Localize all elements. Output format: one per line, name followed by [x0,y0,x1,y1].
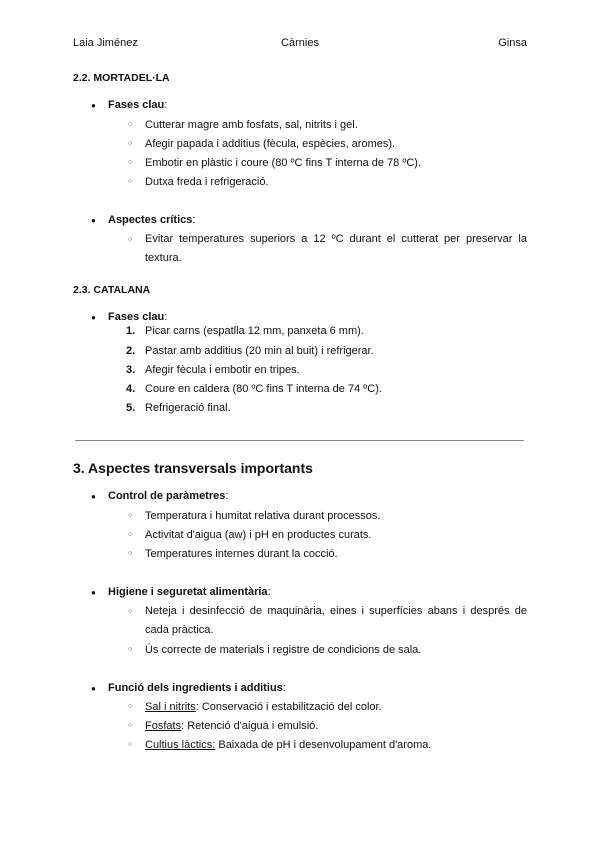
bullet-icon: ● [91,313,96,322]
horizontal-divider [75,440,524,441]
circle-bullet-icon: ○ [128,741,133,748]
circle-bullet-icon: ○ [128,140,133,147]
header-group: Ginsa [498,37,527,49]
list-item: Cultius làctics: Baixada de pH i desenvolupament d'aroma. [145,739,432,751]
list-item: Activitat d'aigua (aw) i pH en productes curats. [145,529,372,541]
circle-bullet-icon: ○ [128,178,133,185]
list-item: Neteja i desinfecció de maquinària, eines i superfícies abans i després de cada pràctica. [145,605,527,636]
higiene-label: Higiene i seguretat alimentària: [108,586,271,598]
list-item: Afegir papada i additius (fècula, espècies, aromes). [145,138,396,150]
section-2-2-title: 2.2. MORTADEL·LA [73,72,170,84]
section-3-title: 3. Aspectes transversals importants [73,460,313,476]
step-number: 4. [126,383,136,395]
list-item: Ús correcte de materials i registre de condicions de sala. [145,644,422,656]
aspectes-critics-label: Aspectes crítics: [108,214,196,226]
list-item: Temperatura i humitat relativa durant processos. [145,510,381,522]
header-author: Laia Jiménez [73,37,138,49]
circle-bullet-icon: ○ [128,608,133,615]
section-2-3-title: 2.3. CATALANA [73,284,151,296]
fases-clau-label: Fases clau: [108,99,168,111]
list-item: Embotir en plàstic i coure (80 ºC fins T interna de 78 ºC). [145,157,422,169]
bullet-icon: ● [91,216,96,225]
funcio-ingredients-label: Funció dels ingredients i additius: [108,682,286,694]
circle-bullet-icon: ○ [128,531,133,538]
list-item: Temperatures internes durant la cocció. [145,548,338,560]
step-number: 5. [126,402,136,414]
list-item: Pastar amb additius (20 min al buit) i refrigerar. [145,345,374,357]
control-parametres-label: Control de paràmetres: [108,490,229,502]
ingredient-term: Cultius làctics: [145,739,216,751]
ingredient-term: Fosfats [145,720,182,732]
bullet-icon: ● [91,684,96,693]
list-item: Afegir fècula i embotir en tripes. [145,364,300,376]
list-item: Coure en caldera (80 ºC fins T interna de 74 ºC). [145,383,382,395]
list-item: Sal i nitrits: Conservació i estabilització del color. [145,701,382,713]
bullet-icon: ● [91,492,96,501]
step-number: 3. [126,364,136,376]
circle-bullet-icon: ○ [128,703,133,710]
list-item: Picar carns (espatlla 12 mm, panxeta 6 mm). [145,325,364,337]
circle-bullet-icon: ○ [128,646,133,653]
ingredient-term: Sal i nitrits [145,701,196,713]
step-number: 2. [126,345,136,357]
list-item: Fosfats: Retenció d'aigua i emulsió. [145,720,319,732]
page-header [73,37,527,51]
step-number: 1. [126,325,136,337]
header-title: Càrnies [281,37,319,49]
list-item: Refrigeració final. [145,402,231,414]
circle-bullet-icon: ○ [128,550,133,557]
circle-bullet-icon: ○ [128,722,133,729]
fases-clau-label: Fases clau: [108,311,168,323]
list-item: Cutterar magre amb fosfats, sal, nitrits i gel. [145,119,358,131]
bullet-icon: ● [91,101,96,110]
list-item: Evitar temperatures superiors a 12 ºC durant el cutterat per preservar la textura. [145,233,527,264]
circle-bullet-icon: ○ [128,121,133,128]
list-item: Dutxa freda i refrigeració. [145,176,269,188]
circle-bullet-icon: ○ [128,159,133,166]
circle-bullet-icon: ○ [128,512,133,519]
bullet-icon: ● [91,588,96,597]
circle-bullet-icon: ○ [128,236,133,243]
